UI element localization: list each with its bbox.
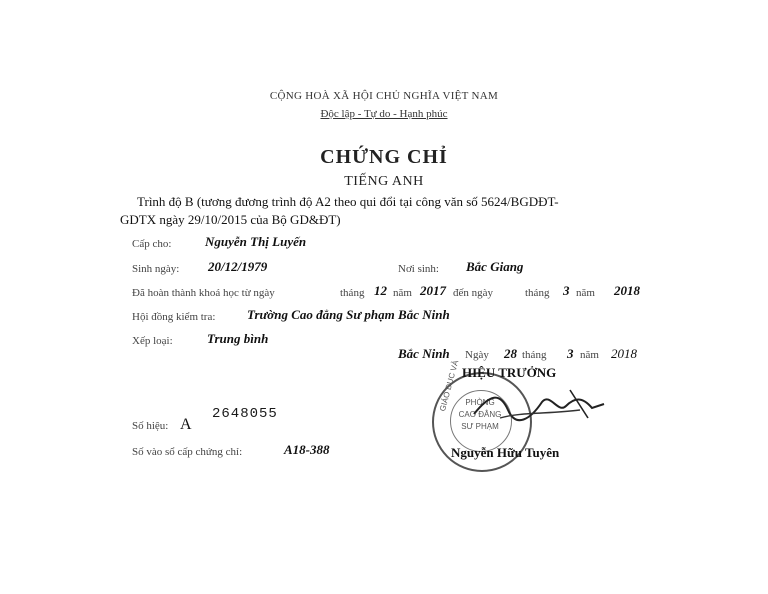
seal-text-3: SƯ PHẠM	[461, 422, 499, 431]
national-motto: Độc lập - Tự do - Hạnh phúc	[320, 108, 448, 120]
issued-to-value: Nguyễn Thị Luyến	[205, 234, 307, 249]
dob-label: Sinh ngày:	[132, 263, 180, 275]
course-from-year-label: năm	[393, 287, 412, 299]
serial-series: A	[180, 416, 192, 433]
serial-label: Số hiệu:	[132, 420, 169, 432]
seal-text-1: PHÒNG	[465, 398, 495, 407]
course-to-year-label: năm	[576, 287, 595, 299]
course-from-month-label: tháng	[340, 287, 365, 299]
course-to-label: đến ngày	[453, 287, 494, 299]
sign-year-label: năm	[580, 349, 599, 361]
rank-value: Trung bình	[207, 331, 269, 346]
level-line-1: Trình độ B (tương đương trình độ A2 theo qui đổi tại công văn số 5624/BGDĐT-	[137, 194, 559, 209]
sign-year: 2018	[611, 346, 637, 361]
pob-value: Bắc Giang	[466, 259, 524, 274]
sign-month: 3	[567, 346, 574, 361]
registry-label: Số vào sổ cấp chứng chỉ:	[132, 446, 243, 458]
council-label: Hội đồng kiểm tra:	[132, 311, 216, 323]
registry-value: A18-388	[284, 442, 330, 457]
course-to-month-label: tháng	[525, 287, 550, 299]
council-value: Trường Cao đẳng Sư phạm Bắc Ninh	[247, 307, 450, 322]
national-title: CỘNG HOÀ XÃ HỘI CHỦ NGHĨA VIỆT NAM	[269, 90, 499, 102]
signer-role: HIỆU TRƯỞNG	[462, 365, 557, 380]
issued-to-label: Cấp cho:	[132, 238, 172, 250]
pob-label: Nơi sinh:	[398, 263, 439, 275]
certificate-title: CHỨNG CHỈ	[320, 146, 448, 168]
serial-number: 2648055	[212, 406, 278, 422]
course-to-year: 2018	[614, 283, 640, 298]
sign-day-label: Ngày	[465, 349, 489, 361]
rank-label: Xếp loại:	[132, 335, 173, 347]
seal-text-2: CAO ĐẲNG	[458, 410, 502, 419]
level-line-2: GDTX ngày 29/10/2015 của Bộ GD&ĐT)	[120, 212, 341, 227]
sign-month-label: tháng	[522, 349, 547, 361]
sign-place: Bắc Ninh	[398, 346, 450, 361]
course-from-month: 12	[374, 283, 387, 298]
signer-name: Nguyễn Hữu Tuyên	[451, 445, 560, 460]
course-to-month: 3	[563, 283, 570, 298]
course-from-year: 2017	[420, 283, 446, 298]
certificate-subtitle: TIẾNG ANH	[344, 174, 424, 189]
handwritten-signature	[470, 384, 610, 428]
sign-day: 28	[504, 346, 517, 361]
course-label: Đã hoàn thành khoá học từ ngày	[132, 287, 275, 299]
dob-value: 20/12/1979	[208, 259, 268, 274]
seal-ring-text: GIÁO DỤC VÀ	[438, 359, 461, 413]
